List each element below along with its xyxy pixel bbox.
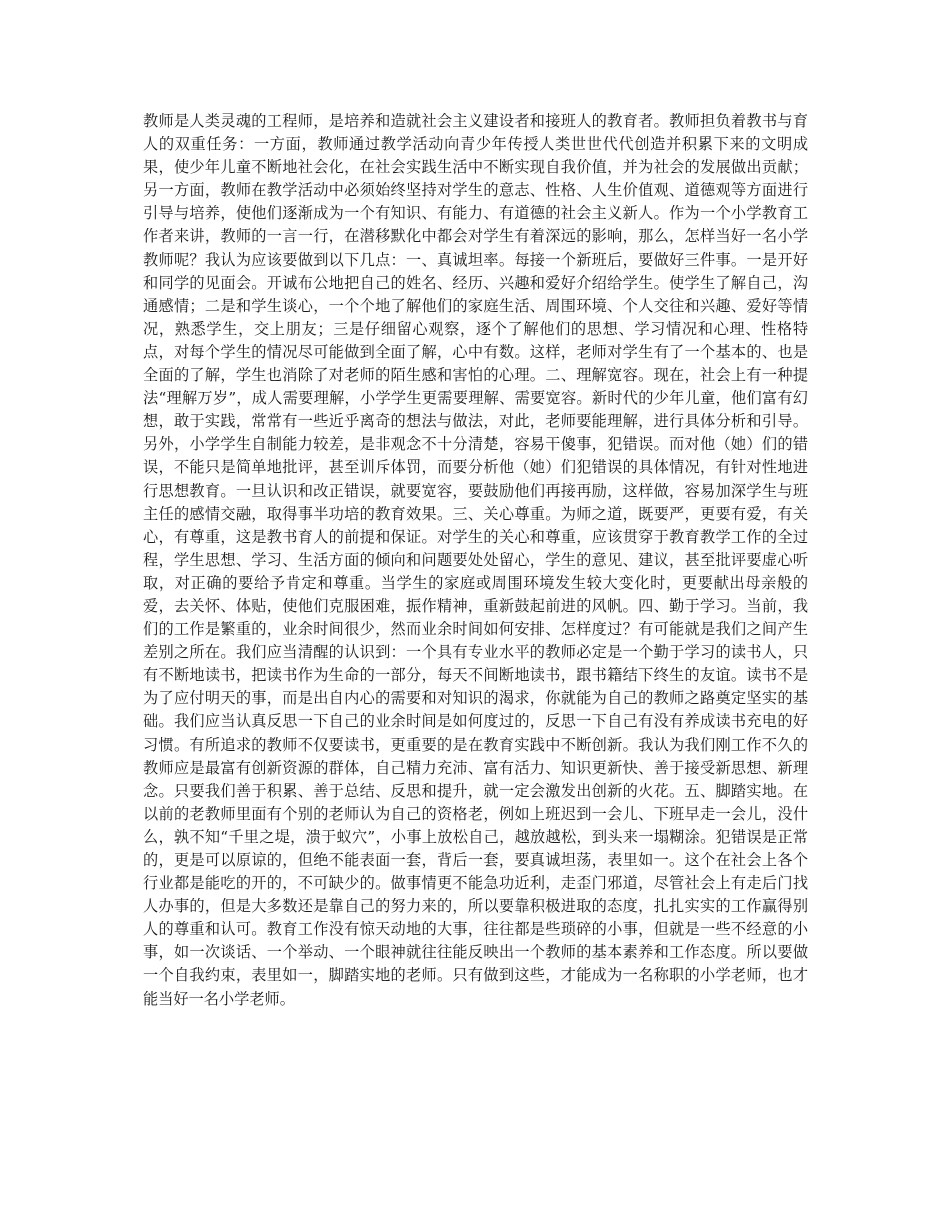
document-body: [143, 110, 808, 1011]
body-paragraph: 教师是人类灵魂的工程师，是培养和造就社会主义建设者和接班人的教育者。教师担负着教书与育人的双重任务：一方面，教师通过教学活动向青少年传授人类世世代代创造并积累下来的文明成果，使少年儿童不断地社会化，在社会实践生活中不断实现自我价值，并为社会的发展做出贡献；另一方面，教师在教学活动中必须始终坚持对学生的意志、性格、人生价值观、道德观等方面进行引导与培养，使他们逐渐成为一个有知识、有能力、有道德的社会主义新人。作为一个小学教育工作者来讲，教师的一言一行，在潜移默化中都会对学生有着深远的影响，那么，怎样当好一名小学教师呢？我认为应该要做到以下几点：一、真诚坦率。每接一个新班后，要做好三件事。一是开好和同学的见面会。开诚布公地把自己的姓名、经历、兴趣和爱好介绍给学生。使学生了解自己，沟通感情；二是和学生谈心，一个个地了解他们的家庭生活、周围环境、个人交往和兴趣、爱好等情况，熟悉学生，交上朋友；三是仔细留心观察，逐个了解他们的思想、学习情况和心理、性格特点，对每个学生的情况尽可能做到全面了解，心中有数。这样，老师对学生有了一个基本的、也是全面的了解，学生也消除了对老师的陌生感和害怕的心理。二、理解宽容。现在，社会上有一种提法“理解万岁”，成人需要理解，小学学生更需要理解、需要宽容。新时代的少年儿童，他们富有幻想，敢于实践，常常有一些近乎离奇的想法与做法，对此，老师要能理解，进行具体分析和引导。另外，小学学生自制能力较差，是非观念不十分清楚，容易干傻事，犯错误。而对他（她）们的错误，不能只是简单地批评，甚至训斥体罚，而要分析他（她）们犯错误的具体情况，有针对性地进行思想教育。一旦认识和改正错误，就要宽容，要鼓励他们再接再励，这样做，容易加深学生与班主任的感情交融，取得事半功培的教育效果。三、关心尊重。为师之道，既要严，更要有爱，有关心，有尊重，这是教书育人的前提和保证。对学生的关心和尊重，应该贯穿于教育教学工作的全过程，学生思想、学习、生活方面的倾向和问题要处处留心，学生的意见、建议，甚至批评要虚心听取，对正确的要给予肯定和尊重。当学生的家庭或周围环境发生较大变化时，更要献出母亲般的爱，去关怀、体贴，使他们克服困难，振作精神，重新鼓起前进的风帆。四、勤于学习。当前，我们的工作是繁重的，业余时间很少，然而业余时间如何安排、怎样度过？有可能就是我们之间产生差别之所在。我们应当清醒的认识到：一个具有专业水平的教师必定是一个勤于学习的读书人，只有不断地读书，把读书作为生命的一部分，每天不间断地读书，跟书籍结下终生的友谊。读书不是为了应付明天的事，而是出自内心的需要和对知识的渴求，你就能为自己的教师之路奠定坚实的基础。我们应当认真反思一下自己的业余时间是如何度过的，反思一下自己有没有养成读书充电的好习惯。有所追求的教师不仅要读书，更重要的是在教育实践中不断创新。我认为我们刚工作不久的教师应是最富有创新资源的群体，自己精力充沛、富有活力、知识更新快、善于接受新思想、新理念。只要我们善于积累、善于总结、反思和提升，就一定会激发出创新的火花。五、脚踏实地。在以前的老教师里面有个别的老师认为自己的资格老，例如上班迟到一会儿、下班早走一会儿，没什么，孰不知“千里之堤，溃于蚁穴”，小事上放松自己，越放越松，到头来一塌糊涂。犯错误是正常的，更是可以原谅的，但绝不能表面一套，背后一套，要真诚坦荡，表里如一。这个在社会上各个行业都是能吃的开的，不可缺少的。做事情更不能急功近利，走歪门邪道，尽管社会上有走后门找人办事的，但是大多数还是靠自己的努力来的，所以要靠积极进取的态度，扎扎实实的工作赢得别人的尊重和认可。教育工作没有惊天动地的大事，往往都是些琐碎的小事，但就是一些不经意的小事，如一次谈话、一个举动、一个眼神就往往能反映出一个教师的基本素养和工作态度。所以要做一个自我约束，表里如一，脚踏实地的老师。只有做到这些，才能成为一名称职的小学老师，也才能当好一名小学老师。: [143, 112, 808, 1008]
